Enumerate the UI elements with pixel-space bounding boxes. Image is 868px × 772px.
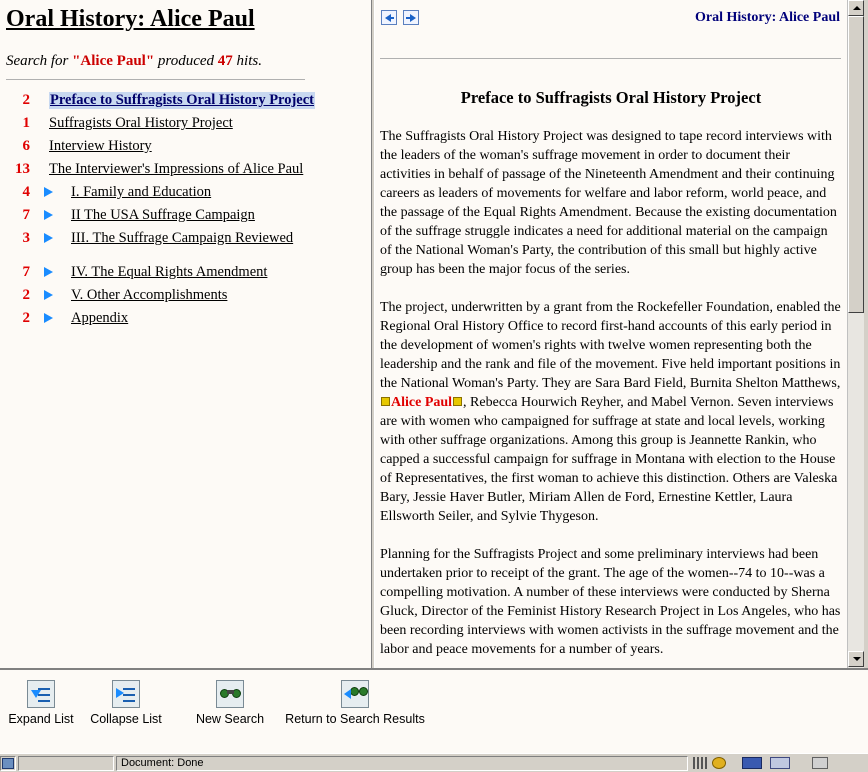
collapse-list-icon — [112, 680, 140, 708]
next-hit-button[interactable] — [403, 10, 419, 25]
toc-hit-count: 13 — [15, 161, 30, 177]
status-bar — [0, 753, 868, 772]
toc-hit-count: 1 — [22, 115, 30, 131]
divider-line — [6, 79, 305, 80]
window-edge — [864, 0, 868, 668]
return-to-results-button[interactable]: Return to Search Results — [281, 680, 429, 726]
edit-icon — [812, 757, 828, 769]
document-header-title: Oral History: Alice Paul — [694, 10, 840, 25]
page-status-icon — [0, 756, 16, 771]
status-text: Document: Done — [121, 757, 204, 769]
scroll-thumb[interactable] — [848, 16, 864, 313]
expand-list-button[interactable]: Expand List — [6, 680, 76, 726]
toc-link[interactable]: I. Family and Education — [71, 184, 212, 200]
return-binoculars-icon — [341, 680, 369, 708]
network-icon — [770, 757, 790, 769]
toc-pane — [0, 0, 371, 668]
expand-arrow-icon[interactable] — [44, 187, 53, 197]
bottom-toolbar — [0, 668, 868, 753]
toc-link[interactable]: II The USA Suffrage Campaign — [71, 207, 255, 223]
paragraph: The Suffragists Oral History Project was designed to tape record interviews with the leaders of the woman's suffrage movement in order to document their activities in behalf of passage of the Nineteenth Amendment and their continuing careers as leaders of movements for welfare and labor reform, world peace, and the passage of the Equal Rights Amendment. Because the existing documentation of the suffrage struggle indicates a need for additional material on the campaign of the National Woman's Party, the contribution of this small but highly active group has been the major focus of the series. — [380, 129, 837, 277]
toc-link[interactable]: Suffragists Oral History Project — [49, 115, 233, 131]
toc-hit-count: 6 — [22, 138, 30, 154]
toc-hit-count: 2 — [22, 287, 30, 303]
hit-count: 47 — [217, 53, 233, 69]
toc-hit-count: 7 — [22, 264, 30, 280]
expand-arrow-icon[interactable] — [44, 267, 53, 277]
paragraph: Planning for the Suffragists Project and some preliminary interviews had been undertaken prior to receipt of the grant. The age of the women--74 to 10--was a compelling motivation. A number of these interviews were conducted by Sherna Gluck, Director of the Feminist History Research Project in Los Angeles, who has been recording interviews with women activists in the suffrage movement and the labor and peace movements for a number of years. — [380, 547, 841, 657]
paragraph: The project, underwritten by a grant from the Rockefeller Foundation, enabled the Regional Oral History Office to record first-hand accounts of this early period in the development of women's rights with twelve women representing both the leadership and the rank and file of the movement. Five held important positions in the National Woman's Party. They are Sara Bard Field, Burnita Shelton Matthews, Alice Paul , Rebecca Hourwich Reyher, and Mabel Vernon. Seven interviews are with women who campaigned for suffrage at state and local levels, working with other suffrage organizations. Among this group is Jeannette Rankin, who capped a successful campaign for suffrage in Montana with election to the House of Representatives, the first woman to achieve this distinction. Others are Valeska Bary, Jessie Haver Butler, Miriam Allen de Ford, Ernestine Kettler, Laura Ellsworth Seiler, and Sylvie Thygeson. — [380, 300, 841, 524]
search-hit: Alice Paul — [391, 395, 453, 410]
collapse-list-button[interactable]: Collapse List — [86, 680, 166, 726]
toc-hit-count: 2 — [22, 310, 30, 326]
divider-line — [380, 58, 841, 59]
hit-end-marker-icon[interactable] — [453, 397, 462, 406]
toc-link[interactable]: IV. The Equal Rights Amendment — [71, 264, 268, 280]
scroll-up-button[interactable] — [848, 0, 864, 16]
arrow-right-icon — [410, 14, 416, 22]
expand-arrow-icon[interactable] — [44, 313, 53, 323]
section-heading: Preface to Suffragists Oral History Project — [460, 88, 762, 107]
new-search-button[interactable]: New Search — [193, 680, 267, 726]
scroll-down-button[interactable] — [848, 651, 864, 667]
toc-hit-count: 3 — [22, 230, 30, 246]
toc-link[interactable]: Interview History — [49, 138, 152, 154]
security-icon — [712, 757, 726, 769]
toc-link[interactable]: III. The Suffrage Campaign Reviewed — [71, 230, 294, 246]
toc-link[interactable]: Preface to Suffragists Oral History Project — [50, 92, 315, 108]
toc-link[interactable]: V. Other Accomplishments — [71, 287, 228, 303]
caret-up-icon — [853, 6, 861, 10]
previous-hit-button[interactable] — [381, 10, 397, 25]
toc-link[interactable]: Appendix — [71, 310, 129, 326]
expand-arrow-icon[interactable] — [44, 290, 53, 300]
document-body — [380, 127, 842, 668]
toc-hit-count: 7 — [22, 207, 30, 223]
toc-link[interactable]: The Interviewer's Impressions of Alice Paul — [49, 161, 304, 177]
document-title: Oral History: Alice Paul — [6, 6, 255, 32]
document-pane — [375, 0, 847, 668]
progress-panel — [18, 756, 114, 771]
toc-hit-count: 2 — [22, 92, 30, 108]
binoculars-icon — [216, 680, 244, 708]
toc-hit-count: 4 — [22, 184, 30, 200]
search-term: "Alice Paul" — [72, 53, 155, 69]
vertical-scrollbar[interactable] — [847, 0, 864, 668]
offline-icon — [693, 757, 707, 769]
caret-down-icon — [853, 657, 861, 661]
search-summary: Search for "Alice Paul" produced 47 hits. — [6, 53, 262, 69]
expand-arrow-icon[interactable] — [44, 210, 53, 220]
expand-arrow-icon[interactable] — [44, 233, 53, 243]
hit-start-marker-icon[interactable] — [381, 397, 390, 406]
components-icon — [742, 757, 762, 769]
status-text-panel — [116, 756, 688, 771]
expand-list-icon — [27, 680, 55, 708]
